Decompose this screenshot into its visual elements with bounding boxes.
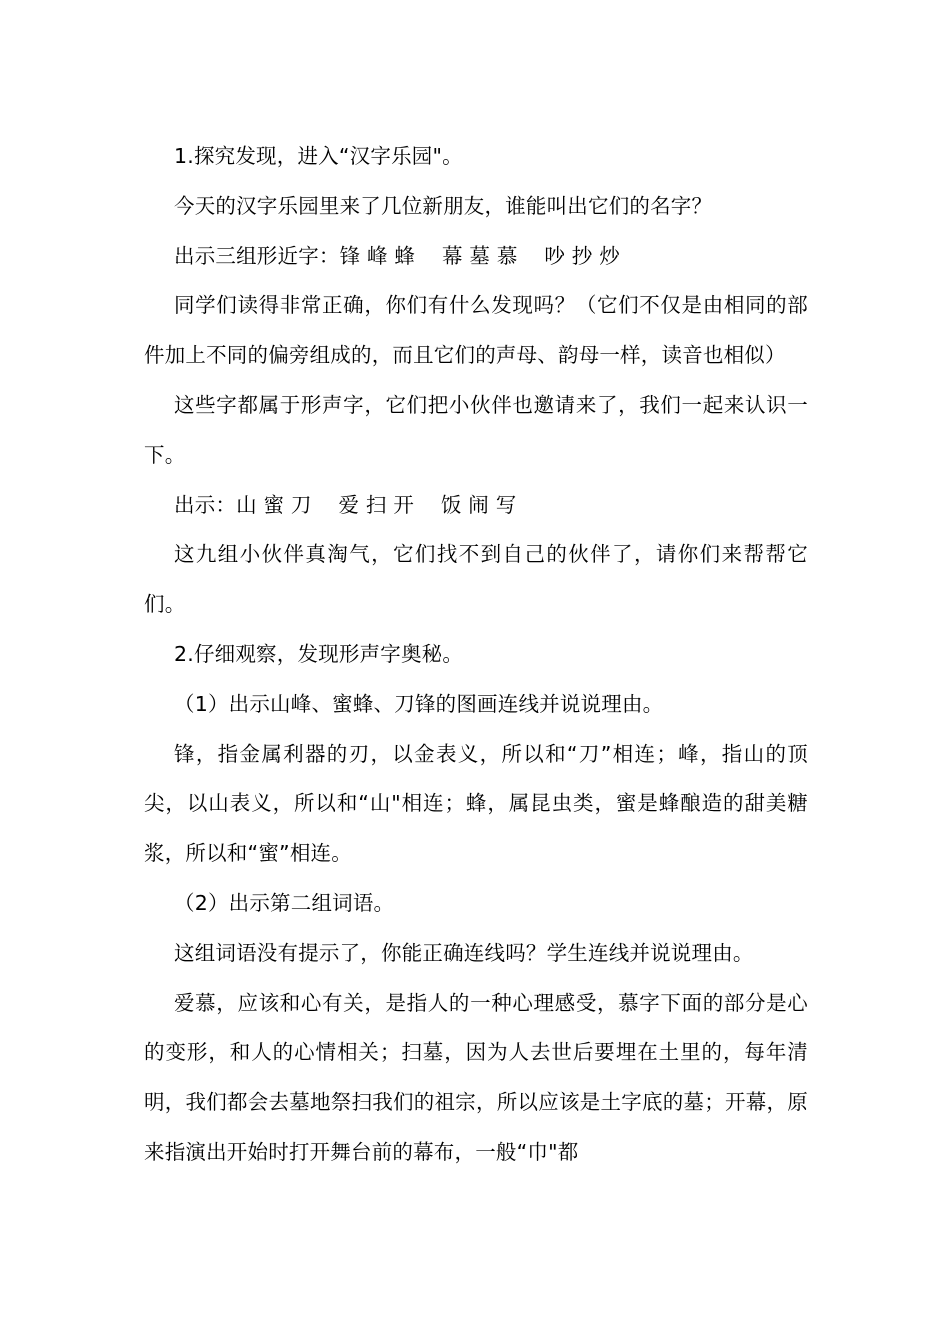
- paragraph-section-2-heading: 2.仔细观察，发现形声字奥秘。: [174, 641, 464, 666]
- paragraph-discovery-question: 同学们读得非常正确，你们有什么发现吗？（它们不仅是由相同的部件加上不同的偏旁组成的，而且它们的声母、韵母一样，读音也相似）: [144, 293, 808, 368]
- paragraph-new-friends-question: 今天的汉字乐园里来了几位新朋友，谁能叫出它们的名字？: [174, 193, 713, 218]
- paragraph-feng-explanation: 锋，指金属利器的刃，以金表义，所以和“刀”相连；峰，指山的顶尖，以山表义，所以和“山"相连；蜂，属昆虫类，蜜是蜂酿造的甜美糖浆，所以和“蜜”相连。: [144, 741, 808, 866]
- paragraph-show-similar-characters: 出示三组形近字：锋 峰 蜂 幕 墓 慕 吵 抄 炒: [174, 243, 620, 268]
- paragraph-show-partners: 出示：山 蜜 刀 爱 扫 开 饭 闹 写: [174, 492, 517, 517]
- paragraph-section-1-heading: 1.探究发现，进入“汉字乐园"。: [174, 144, 463, 168]
- document-page: [144, 132, 808, 1178]
- paragraph-phonetic-characters: 这些字都属于形声字，它们把小伙伴也邀请来了，我们一起来认识一下。: [144, 392, 808, 467]
- paragraph-mu-explanation: 爱慕，应该和心有关，是指人的一种心理感受，慕字下面的部分是心的变形，和人的心情相关；扫墓，因为人去世后要埋在土里的，每年清明，我们都会去墓地祭扫我们的祖宗，所以应该是土字底的墓；开幕，原来指演出开始时打开舞台前的幕布，一般“巾"都: [144, 990, 808, 1164]
- paragraph-no-hint-question: 这组词语没有提示了，你能正确连线吗？学生连线并说说理由。: [174, 940, 754, 965]
- paragraph-step-2: （2）出示第二组词语。: [174, 890, 395, 915]
- paragraph-step-1: （1）出示山峰、蜜蜂、刀锋的图画连线并说说理由。: [174, 691, 664, 716]
- paragraph-help-partners: 这九组小伙伴真淘气，它们找不到自己的伙伴了，请你们来帮帮它们。: [144, 542, 808, 617]
